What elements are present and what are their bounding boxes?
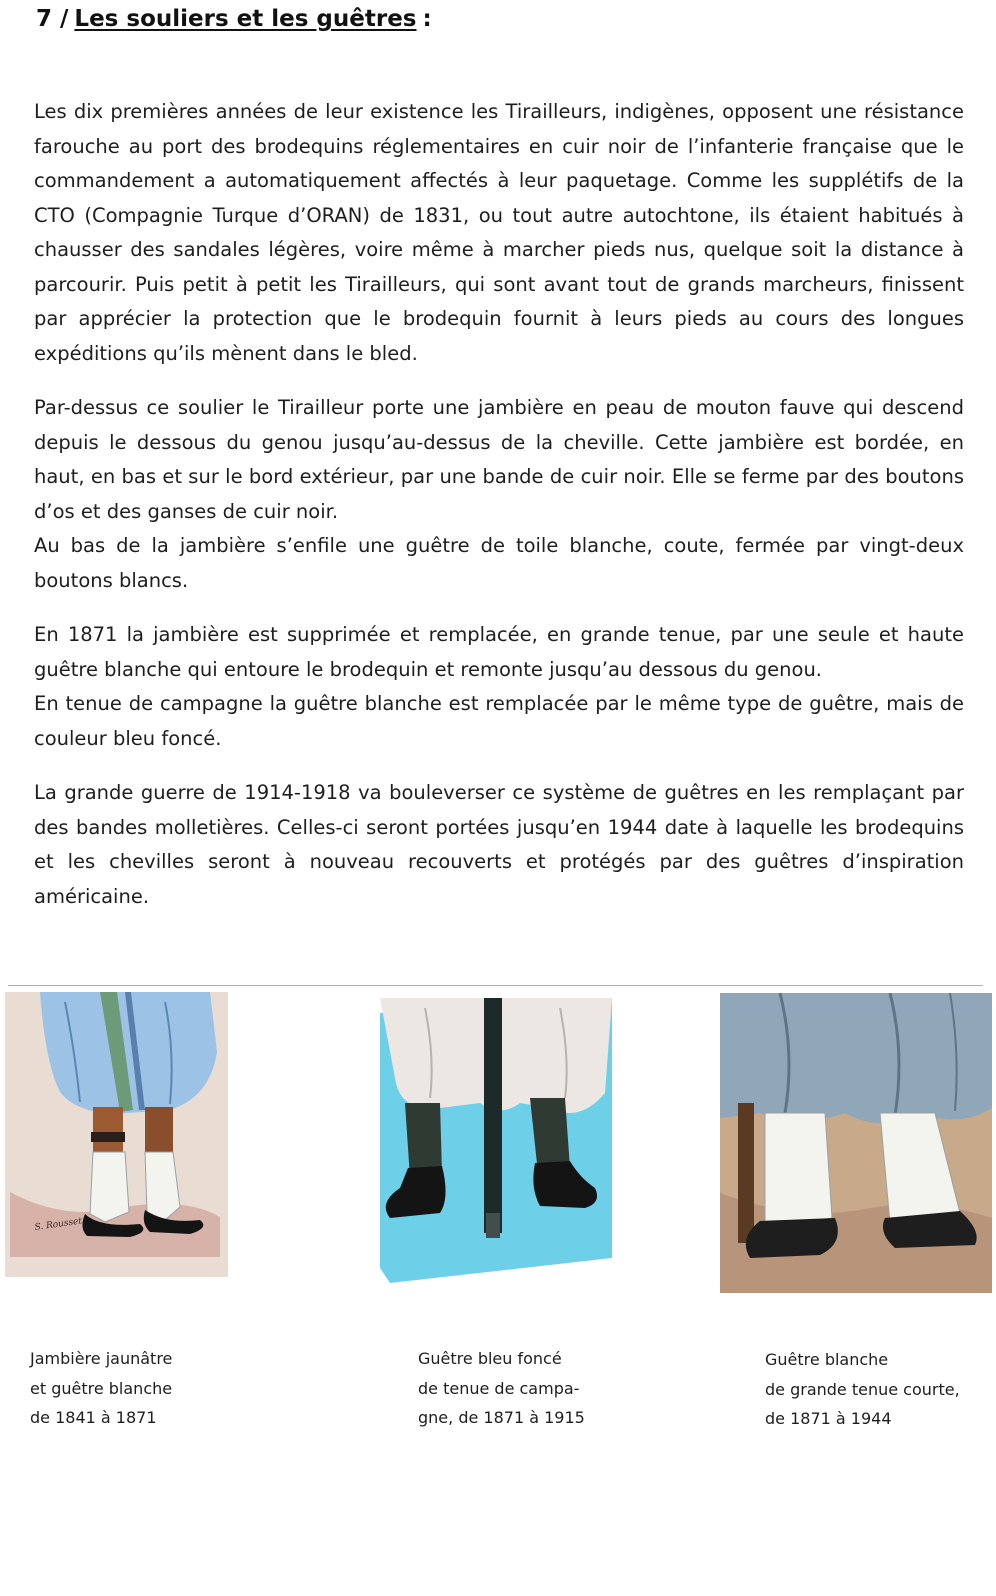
caption-line: de 1871 à 1944 xyxy=(765,1409,892,1428)
divider xyxy=(8,985,983,986)
paragraph-1871: En 1871 la jambière est supprimée et remplacée, en grande tenue, par une seule et haute guêtre blanche qui entoure le brodequin et remonte jusqu’au dessous du genou. xyxy=(34,623,964,681)
caption-line: de grande tenue courte, xyxy=(765,1379,960,1399)
section-number: 7 / xyxy=(36,6,69,32)
page-title xyxy=(36,6,432,32)
illustration-guetre-bleue xyxy=(380,998,612,1283)
caption-line: Jambière jaunâtre xyxy=(30,1349,173,1368)
caption-line: Guêtre bleu foncé xyxy=(418,1349,562,1368)
caption-guetre-blanche xyxy=(765,1345,975,1434)
title-colon: : xyxy=(422,6,432,32)
body-text xyxy=(34,95,964,914)
illustration-jambiere-1841 xyxy=(5,992,228,1277)
paragraph-campagne: En tenue de campagne la guêtre blanche est remplacée par le même type de guêtre, mais de couleur bleu foncé. xyxy=(34,692,964,750)
illustration-guetre-blanche xyxy=(720,993,992,1293)
paragraph-grande-guerre: La grande guerre de 1914-1918 va bouleverser ce système de guêtres en les remplaçant par des bandes molletières. Celles-ci seront portées jusqu’en 1944 date à laquelle les brodequins et les chevilles seront à nouveau recouverts et protégés par des guêtres d’inspiration américaine. xyxy=(34,781,964,908)
caption-line: Guêtre blanche xyxy=(765,1350,889,1369)
caption-guetre-bleue xyxy=(418,1344,618,1433)
caption-line: gne, de 1871 à 1915 xyxy=(418,1408,585,1427)
paragraph-guetre-toile: Au bas de la jambière s’enfile une guêtre de toile blanche, coute, fermée par vingt-deux boutons blancs. xyxy=(34,534,964,592)
illustration-signature: S. Rousset xyxy=(34,1216,83,1233)
caption-line: de tenue de campa- xyxy=(418,1378,580,1398)
section-title: Les souliers et les guêtres xyxy=(74,6,417,32)
caption-line: de 1841 à 1871 xyxy=(30,1408,157,1427)
paragraph-resistance: Les dix premières années de leur existence les Tirailleurs, indigènes, opposent une résistance farouche au port des brodequins réglementaires en cuir noir de l’infanterie française que le commandement a automatiquement affectés à leur paquetage. Comme les supplétifs de la CTO (Compagnie Turque d’ORAN) de 1831, ou tout autre autochtone, ils étaient habitués à chausser des sandales légères, voire même à marcher pieds nus, quelque soit la distance à parcourir. Puis petit à petit les Tirailleurs, qui sont avant tout de grands marcheurs, finissent par apprécier la protection que le brodequin fournit à leurs pieds au cours des longues expéditions qu’ils mènent dans le bled. xyxy=(34,100,964,365)
caption-line: et guêtre blanche xyxy=(30,1378,173,1398)
paragraph-jambiere: Par-dessus ce soulier le Tirailleur porte une jambière en peau de mouton fauve qui descend depuis le dessous du genou jusqu’au-dessus de la cheville. Cette jambière est bordée, en haut, en bas et sur le bord extérieur, par une bande de cuir noir. Elle se ferme par des boutons d’os et des ganses de cuir noir. xyxy=(34,396,964,523)
caption-jambiere xyxy=(30,1344,210,1433)
